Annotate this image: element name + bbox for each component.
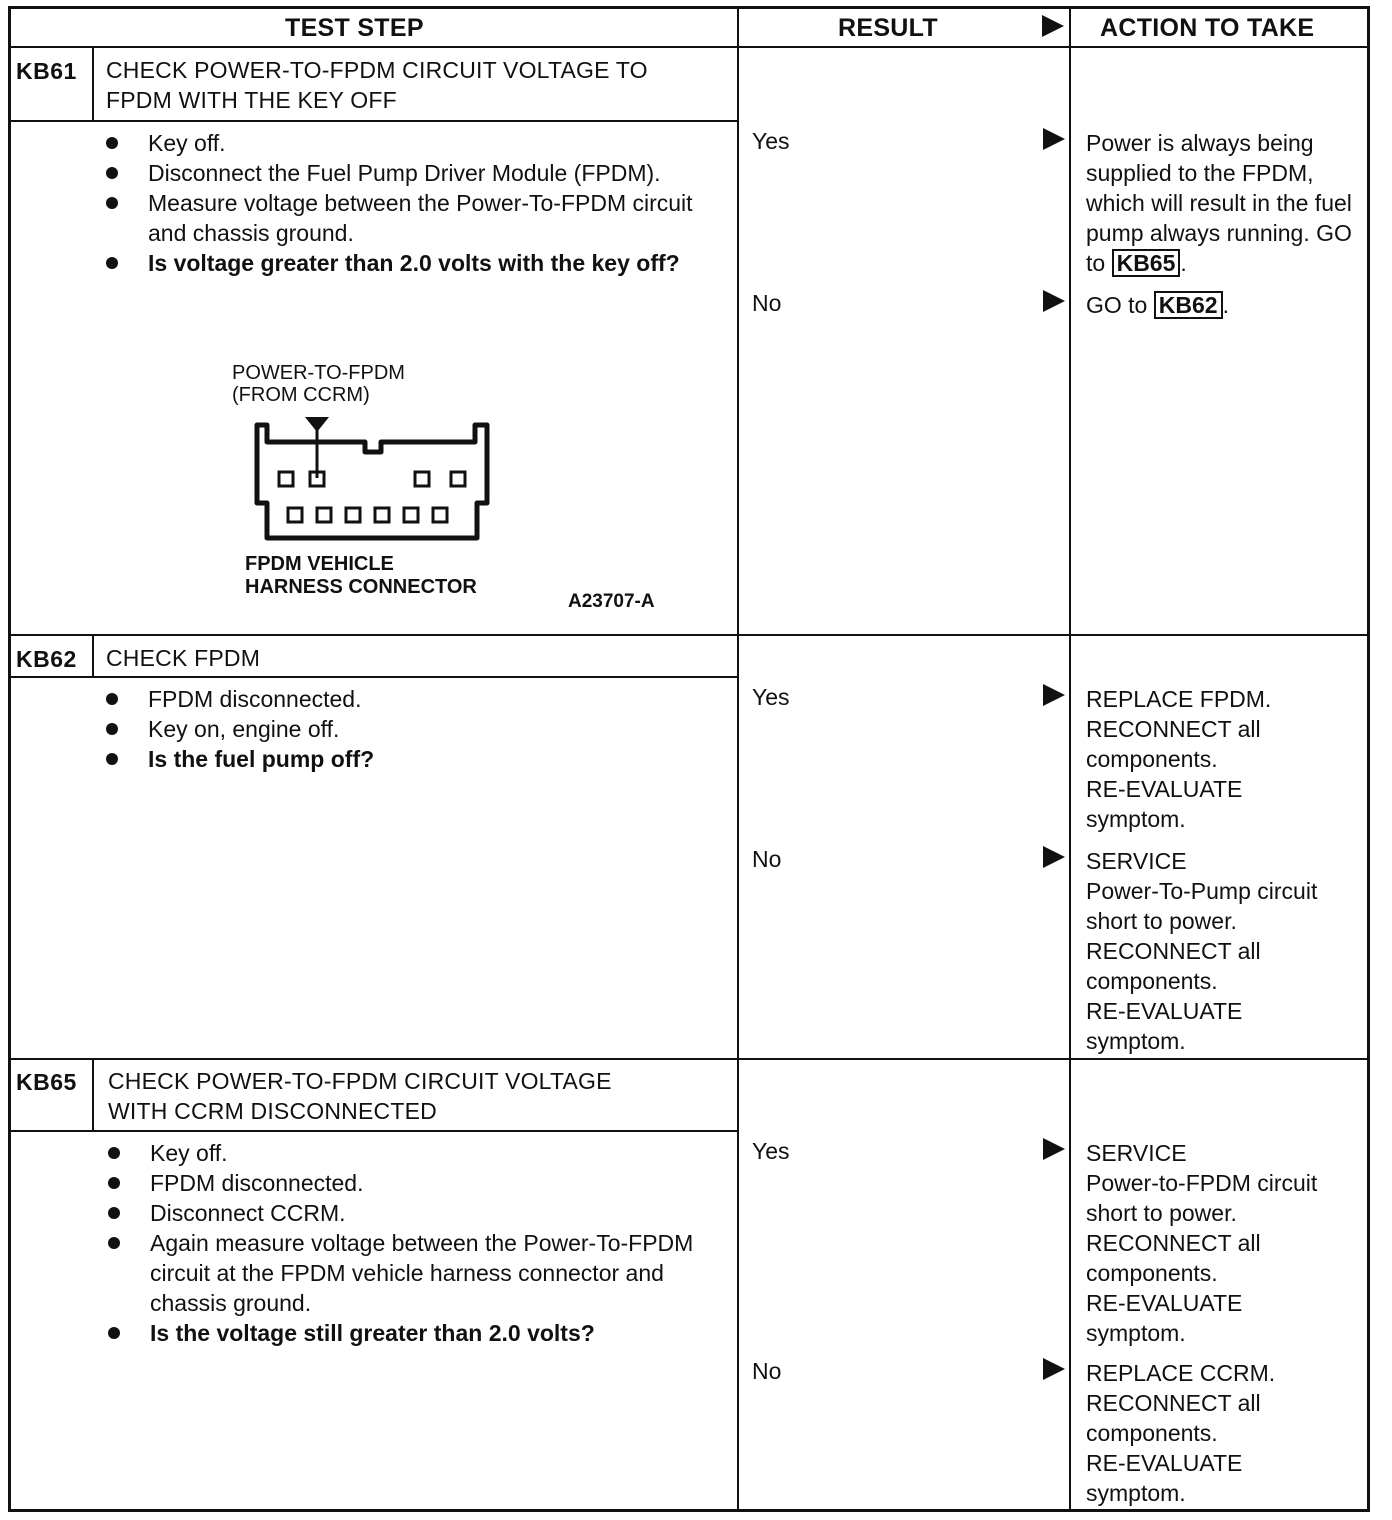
caption-line: FPDM VEHICLE — [245, 553, 394, 575]
bullet-item: Disconnect CCRM. — [108, 1198, 698, 1228]
step-id: KB65 — [16, 1069, 77, 1095]
action-line: RECONNECT all — [1086, 716, 1261, 742]
step-id: KB62 — [16, 646, 77, 672]
header-test-step: TEST STEP — [285, 14, 424, 42]
result-arrow-icon — [1043, 1138, 1065, 1160]
step-title-line: WITH CCRM DISCONNECTED — [108, 1098, 437, 1124]
step-id-divider — [92, 636, 94, 676]
step-title-line: CHECK POWER-TO-FPDM CIRCUIT VOLTAGE — [108, 1068, 612, 1094]
result-arrow-icon — [1043, 846, 1065, 868]
connector-diagram — [225, 360, 685, 625]
action-line: symptom. — [1086, 1028, 1186, 1054]
result-arrow-icon — [1043, 128, 1065, 150]
step-title-underline — [8, 1130, 738, 1132]
bullet-item: Key off. — [106, 128, 696, 158]
step-title-line: CHECK POWER-TO-FPDM CIRCUIT VOLTAGE TO — [106, 57, 648, 83]
action-suffix: . — [1222, 292, 1229, 318]
step-id-divider — [92, 48, 94, 120]
figure-id: A23707-A — [568, 591, 655, 612]
action-line: components. — [1086, 968, 1218, 994]
result-arrow-icon — [1043, 1358, 1065, 1380]
action-text — [1086, 846, 1366, 1056]
bullet-question: Is voltage greater than 2.0 volts with the key off? — [106, 248, 696, 278]
step-id: KB61 — [16, 58, 77, 84]
diagram-caption — [245, 553, 477, 599]
action-line: SERVICE — [1086, 848, 1187, 874]
action-line: RE-EVALUATE — [1086, 776, 1243, 802]
step-bullets — [108, 1138, 698, 1348]
step-bullets — [106, 128, 696, 278]
action-line: RE-EVALUATE — [1086, 1450, 1243, 1476]
action-line: REPLACE CCRM. — [1086, 1360, 1276, 1386]
action-text-body: Power is always being supplied to the FPDM, which will result in the fuel pump always running. GO to — [1086, 130, 1352, 276]
step-title-line: FPDM WITH THE KEY OFF — [106, 87, 397, 113]
action-line: symptom. — [1086, 806, 1186, 832]
action-line: symptom. — [1086, 1320, 1186, 1346]
step-divider — [8, 1058, 1370, 1060]
step-id-divider — [92, 1060, 94, 1130]
action-suffix: . — [1180, 250, 1187, 276]
action-text — [1086, 290, 1366, 320]
bullet-item: FPDM disconnected. — [108, 1168, 698, 1198]
action-line: RECONNECT all — [1086, 1230, 1261, 1256]
callout-line: (FROM CCRM) — [232, 384, 370, 406]
header-arrow-icon — [1042, 15, 1064, 37]
column-divider-action — [1069, 6, 1071, 1512]
action-text — [1086, 1358, 1366, 1508]
result-no: No — [752, 290, 782, 316]
action-line: Power-to-FPDM circuit — [1086, 1170, 1318, 1196]
column-divider-result — [737, 6, 739, 1512]
step-divider — [8, 634, 1370, 636]
bullet-question: Is the fuel pump off? — [106, 744, 696, 774]
action-text — [1086, 128, 1366, 278]
action-text-body: GO to — [1086, 292, 1148, 318]
action-line: components. — [1086, 746, 1218, 772]
action-line: RE-EVALUATE — [1086, 1290, 1243, 1316]
bullet-item: Key off. — [108, 1138, 698, 1168]
action-line: symptom. — [1086, 1480, 1186, 1506]
action-text — [1086, 1138, 1366, 1348]
result-yes: Yes — [752, 1138, 790, 1164]
step-title-underline — [8, 676, 738, 678]
step-title — [106, 643, 260, 673]
step-title-line: CHECK FPDM — [106, 645, 261, 671]
result-arrow-icon — [1043, 684, 1065, 706]
result-no: No — [752, 846, 782, 872]
action-line: short to power. — [1086, 908, 1237, 934]
step-ref-link[interactable]: KB62 — [1154, 291, 1223, 319]
action-line: components. — [1086, 1260, 1218, 1286]
bullet-item: FPDM disconnected. — [106, 684, 696, 714]
action-text — [1086, 684, 1366, 834]
bullet-item: Disconnect the Fuel Pump Driver Module (FPDM). — [106, 158, 696, 188]
step-ref-link[interactable]: KB65 — [1112, 249, 1181, 277]
step-bullets — [106, 684, 696, 774]
header-result: RESULT — [838, 14, 938, 42]
action-line: SERVICE — [1086, 1140, 1187, 1166]
callout-line: POWER-TO-FPDM — [232, 362, 405, 384]
action-line: RE-EVALUATE — [1086, 998, 1243, 1024]
action-line: components. — [1086, 1420, 1218, 1446]
step-title — [106, 55, 648, 115]
bullet-item: Key on, engine off. — [106, 714, 696, 744]
step-title — [108, 1066, 612, 1126]
action-line: Power-To-Pump circuit — [1086, 878, 1318, 904]
bullet-question: Is the voltage still greater than 2.0 volts? — [108, 1318, 698, 1348]
result-arrow-icon — [1043, 290, 1065, 312]
action-line: REPLACE FPDM. — [1086, 686, 1272, 712]
action-line: short to power. — [1086, 1200, 1237, 1226]
caption-line: HARNESS CONNECTOR — [245, 576, 477, 598]
action-line: RECONNECT all — [1086, 1390, 1261, 1416]
step-title-underline — [8, 120, 738, 122]
bullet-item: Again measure voltage between the Power-To-FPDM circuit at the FPDM vehicle harness connector and chassis ground. — [108, 1228, 698, 1318]
action-line: RECONNECT all — [1086, 938, 1261, 964]
result-no: No — [752, 1358, 782, 1384]
bullet-item: Measure voltage between the Power-To-FPDM circuit and chassis ground. — [106, 188, 696, 248]
result-yes: Yes — [752, 684, 790, 710]
header-action: ACTION TO TAKE — [1100, 14, 1315, 42]
header-divider — [8, 46, 1370, 48]
result-yes: Yes — [752, 128, 790, 154]
